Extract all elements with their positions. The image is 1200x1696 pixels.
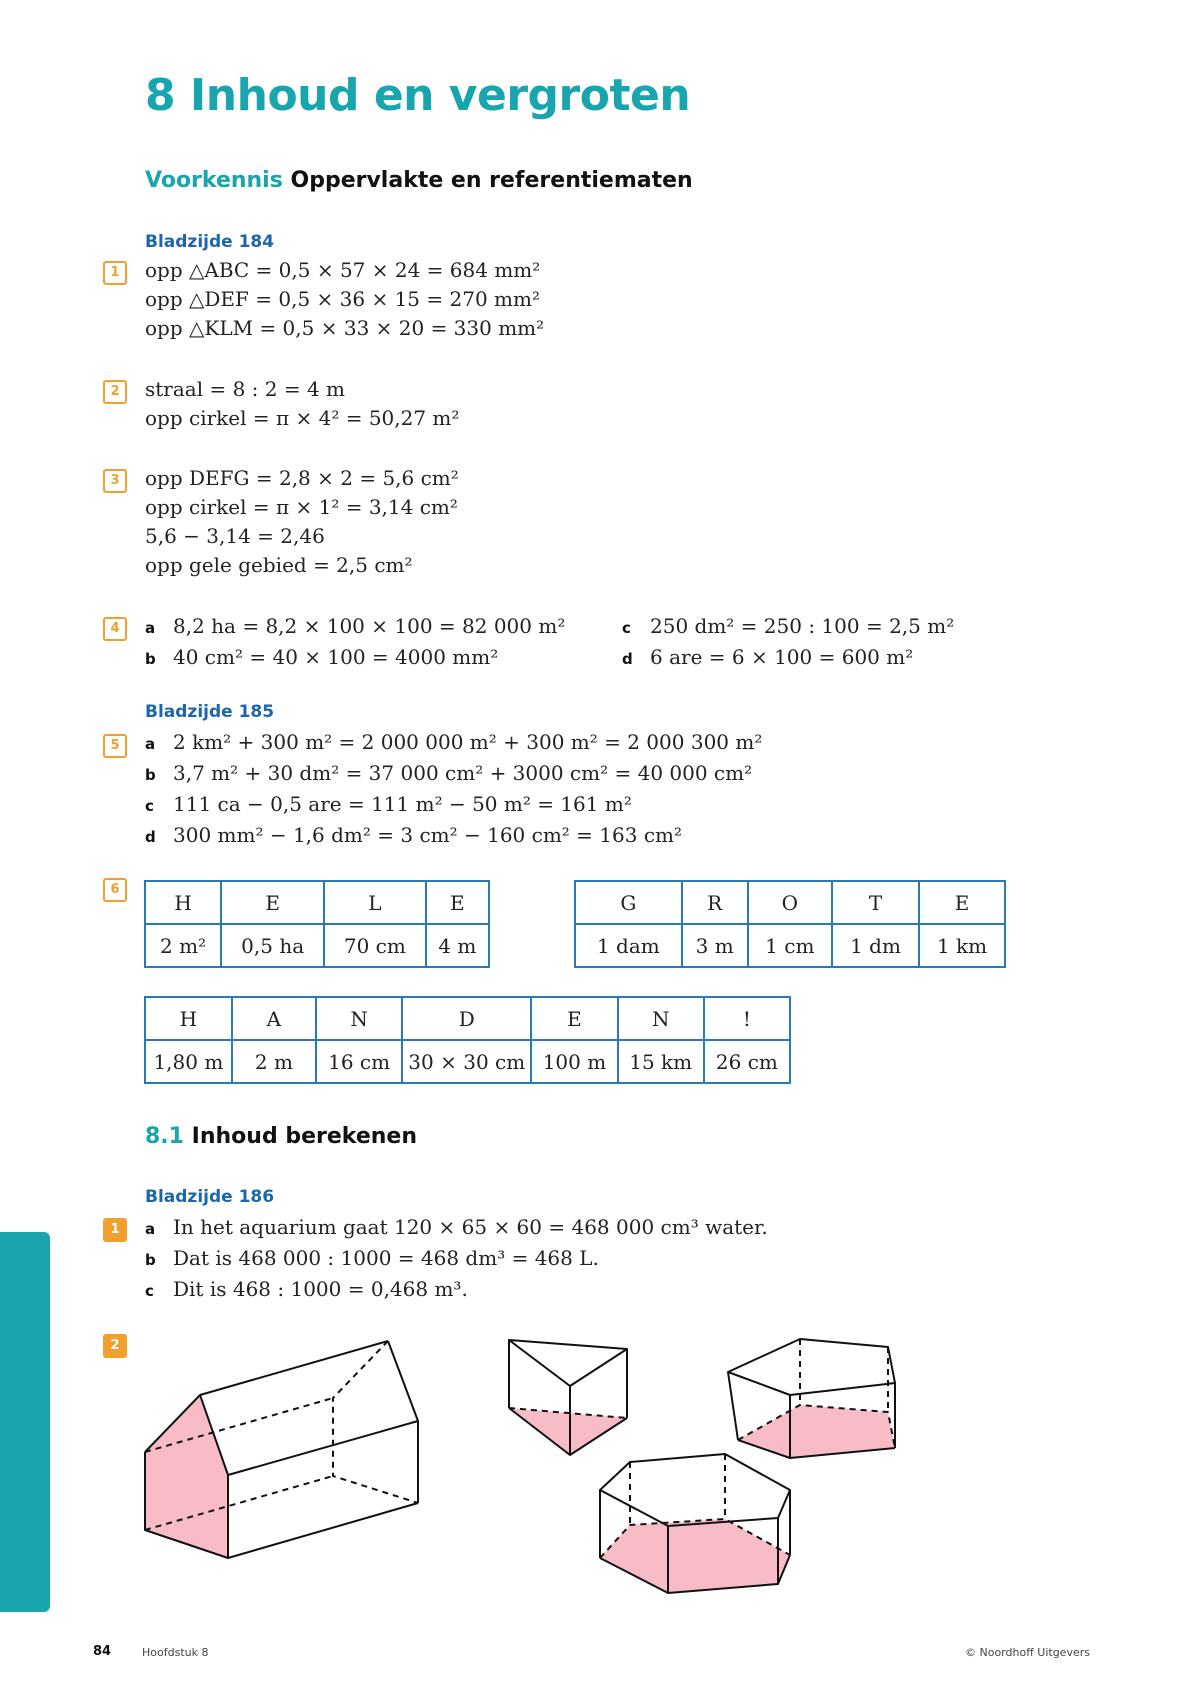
pentagonal-prism-figure <box>728 1339 895 1458</box>
item-text: 111 ca − 0,5 are = 111 m² − 50 m² = 161 m² <box>173 792 632 816</box>
exercise-number-4: 4 <box>103 617 127 641</box>
table-letter: ! <box>704 997 790 1040</box>
item-letter: a <box>145 619 156 637</box>
voorkennis-title: Oppervlakte en referentiematen <box>290 168 693 193</box>
table-value: 2 m <box>232 1040 316 1083</box>
table-letter: L <box>324 881 425 924</box>
footer-chapter: Hoofdstuk 8 <box>142 1646 209 1659</box>
item-text: 3,7 m² + 30 dm² = 37 000 cm² + 3000 cm² = 40 000 cm² <box>173 761 753 785</box>
exercise-number-8-1-1: 1 <box>103 1218 127 1242</box>
voorkennis-label: Voorkennis <box>145 168 283 193</box>
table-letter: E <box>531 997 617 1040</box>
answer-line: opp cirkel = π × 4² = 50,27 m² <box>145 406 460 430</box>
table-value: 4 m <box>426 924 489 967</box>
answer-line: opp cirkel = π × 1² = 3,14 cm² <box>145 495 458 519</box>
item-text: In het aquarium gaat 120 × 65 × 60 = 468 000 cm³ water. <box>173 1215 768 1239</box>
exercise-number-1: 1 <box>103 261 127 285</box>
table-value: 1 dm <box>832 924 919 967</box>
table-value: 16 cm <box>316 1040 402 1083</box>
item-letter: b <box>145 650 156 668</box>
table-letter: N <box>316 997 402 1040</box>
table-letter: E <box>221 881 324 924</box>
hexagonal-prism-figure <box>600 1454 790 1593</box>
exercise-number-8-1-2: 2 <box>103 1334 127 1358</box>
item-text: 250 dm² = 250 : 100 = 2,5 m² <box>650 614 955 638</box>
table-letter: T <box>832 881 919 924</box>
item-text: Dit is 468 : 1000 = 0,468 m³. <box>173 1277 468 1301</box>
item-letter: c <box>145 1282 154 1300</box>
answer-line: straal = 8 : 2 = 4 m <box>145 377 345 401</box>
item-text: 6 are = 6 × 100 = 600 m² <box>650 645 914 669</box>
table-value: 1 dam <box>575 924 682 967</box>
page-reference-184: Bladzijde 184 <box>145 232 275 252</box>
item-letter: d <box>622 650 633 668</box>
answer-line: opp △DEF = 0,5 × 36 × 15 = 270 mm² <box>145 287 540 311</box>
table-letter: H <box>145 881 221 924</box>
item-letter: a <box>145 735 156 753</box>
footer-publisher: © Noordhoff Uitgevers <box>965 1646 1090 1659</box>
item-text: Dat is 468 000 : 1000 = 468 dm³ = 468 L. <box>173 1246 599 1270</box>
item-letter: c <box>622 619 631 637</box>
section-title: Inhoud berekenen <box>191 1124 417 1149</box>
section-number: 8.1 <box>145 1124 184 1149</box>
answer-line: opp DEFG = 2,8 × 2 = 5,6 cm² <box>145 466 459 490</box>
table-letter: H <box>145 997 232 1040</box>
exercise-number-6: 6 <box>103 878 127 902</box>
item-text: 2 km² + 300 m² = 2 000 000 m² + 300 m² = 2 000 300 m² <box>173 730 763 754</box>
exercise-number-5: 5 <box>103 734 127 758</box>
table-letter: D <box>402 997 531 1040</box>
answer-line: 5,6 − 3,14 = 2,46 <box>145 524 325 548</box>
page-reference-185: Bladzijde 185 <box>145 702 275 722</box>
table-value: 1 km <box>919 924 1005 967</box>
item-letter: b <box>145 1251 156 1269</box>
table-value: 15 km <box>618 1040 704 1083</box>
table-value: 2 m² <box>145 924 221 967</box>
chapter-sidebar-tab <box>0 1232 50 1612</box>
chapter-title: 8 Inhoud en vergroten <box>145 70 691 121</box>
item-text: 8,2 ha = 8,2 × 100 × 100 = 82 000 m² <box>173 614 566 638</box>
page-reference-186: Bladzijde 186 <box>145 1187 275 1207</box>
exercise-number-3: 3 <box>103 469 127 493</box>
table-value: 70 cm <box>324 924 425 967</box>
item-letter: b <box>145 766 156 784</box>
table-letter: G <box>575 881 682 924</box>
item-letter: d <box>145 828 156 846</box>
table-value: 1,80 m <box>145 1040 232 1083</box>
table-letter: R <box>682 881 748 924</box>
table-letter: N <box>618 997 704 1040</box>
table-value: 0,5 ha <box>221 924 324 967</box>
answer-line: opp gele gebied = 2,5 cm² <box>145 553 413 577</box>
table-letter: O <box>748 881 832 924</box>
table-value: 26 cm <box>704 1040 790 1083</box>
page-number: 84 <box>93 1644 112 1659</box>
item-text: 40 cm² = 40 × 100 = 4000 mm² <box>173 645 499 669</box>
table-value: 100 m <box>531 1040 617 1083</box>
table-letter: E <box>919 881 1005 924</box>
table-letter: A <box>232 997 316 1040</box>
answer-line: opp △KLM = 0,5 × 33 × 20 = 330 mm² <box>145 316 545 340</box>
house-prism-figure <box>145 1341 418 1558</box>
table-letter: E <box>426 881 489 924</box>
table-value: 1 cm <box>748 924 832 967</box>
table-value: 30 × 30 cm <box>402 1040 531 1083</box>
item-letter: a <box>145 1220 156 1238</box>
exercise-number-2: 2 <box>103 380 127 404</box>
triangular-prism-figure <box>509 1340 627 1455</box>
item-text: 300 mm² − 1,6 dm² = 3 cm² − 160 cm² = 163 cm² <box>173 823 683 847</box>
answer-line: opp △ABC = 0,5 × 57 × 24 = 684 mm² <box>145 258 541 282</box>
item-letter: c <box>145 797 154 815</box>
table-value: 3 m <box>682 924 748 967</box>
